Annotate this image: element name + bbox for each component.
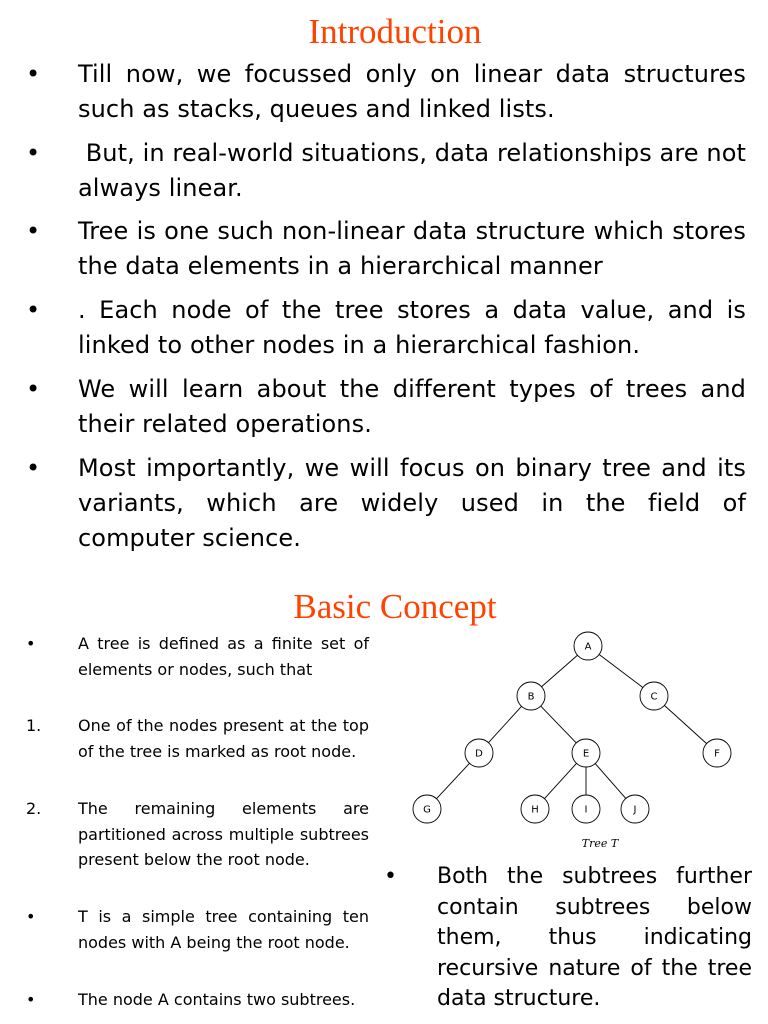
tree-node-label: D: [475, 748, 483, 760]
tree-caption: Tree T: [581, 837, 619, 850]
bullet-text: Most importantly, we will focus on binary tree and its variants, which are widely used in the field of computer science.: [78, 454, 754, 552]
tree-node-A: [574, 632, 602, 660]
tree-edge-A-C: [599, 654, 643, 687]
tree-node-F: [703, 739, 731, 767]
tree-node-J: [621, 795, 649, 823]
bullet-marker: •: [26, 907, 36, 926]
tree-edge-B-D: [488, 706, 521, 742]
tree-node-label: F: [714, 748, 720, 760]
bullet-marker: •: [26, 634, 36, 653]
tree-node-label: G: [423, 804, 431, 816]
tree-node-label: J: [633, 804, 637, 816]
bullet-marker: •: [26, 990, 36, 1009]
tree-edge-E-H: [544, 763, 576, 798]
item-text: Both the subtrees further contain subtrees below them, thus indicating recursive nature of the tree data structure.: [437, 864, 752, 1011]
introduction-title: Introduction: [308, 12, 482, 51]
tree-node-label: C: [650, 691, 658, 703]
tree-node-C: [640, 682, 668, 710]
item-text: The node A contains two subtrees.: [78, 990, 356, 1009]
tree-node-E: [572, 739, 600, 767]
bullet-text: We will learn about the different types of trees and their related operations.: [78, 375, 754, 438]
bullet-text: . Each node of the tree stores a data value, and is linked to other nodes in a hierarchical fashion.: [78, 296, 754, 359]
tree-node-B: [517, 682, 545, 710]
tree-edge-C-F: [664, 705, 706, 743]
basic-concept-title: Basic Concept: [293, 587, 497, 626]
bullet-marker: •: [26, 296, 41, 324]
bullet-marker: •: [26, 139, 41, 167]
tree-node-G: [413, 795, 441, 823]
bullet-marker: •: [384, 864, 397, 889]
tree-node-label: A: [584, 641, 592, 653]
tree-node-label: E: [582, 748, 590, 760]
bullet-marker: •: [26, 454, 41, 482]
bullet-text: Tree is one such non-linear data structure which stores the data elements in a hierarchical manner: [78, 217, 754, 280]
tree-node-label: I: [584, 804, 588, 816]
bullet-text: But, in real-world situations, data relationships are not always linear.: [78, 139, 754, 202]
bullet-text: Till now, we focussed only on linear data structures such as stacks, queues and linked lists.: [78, 60, 754, 123]
number-marker: 1.: [26, 716, 42, 735]
bullet-marker: •: [26, 217, 41, 245]
bullet-marker: •: [26, 375, 41, 403]
tree-edge-B-E: [541, 706, 577, 743]
item-text: One of the nodes present at the top of the tree is marked as root node.: [78, 716, 369, 761]
tree-edge-E-J: [595, 764, 626, 799]
tree-node-D: [465, 739, 493, 767]
tree-edge-A-B: [542, 655, 578, 687]
tree-edge-D-G: [437, 763, 470, 798]
tree-node-I: [572, 795, 600, 823]
tree-diagram: [400, 622, 750, 857]
number-marker: 2.: [26, 799, 42, 818]
item-text: T is a simple tree containing ten nodes with A being the root node.: [78, 907, 369, 952]
tree-node-label: B: [527, 691, 535, 703]
tree-node-H: [521, 795, 549, 823]
tree-node-label: H: [531, 804, 539, 816]
item-text: The remaining elements are partitioned across multiple subtrees present below the root node.: [78, 799, 369, 869]
bullet-marker: •: [26, 60, 41, 88]
item-text: A tree is defined as a finite set of elements or nodes, such that: [78, 634, 369, 679]
